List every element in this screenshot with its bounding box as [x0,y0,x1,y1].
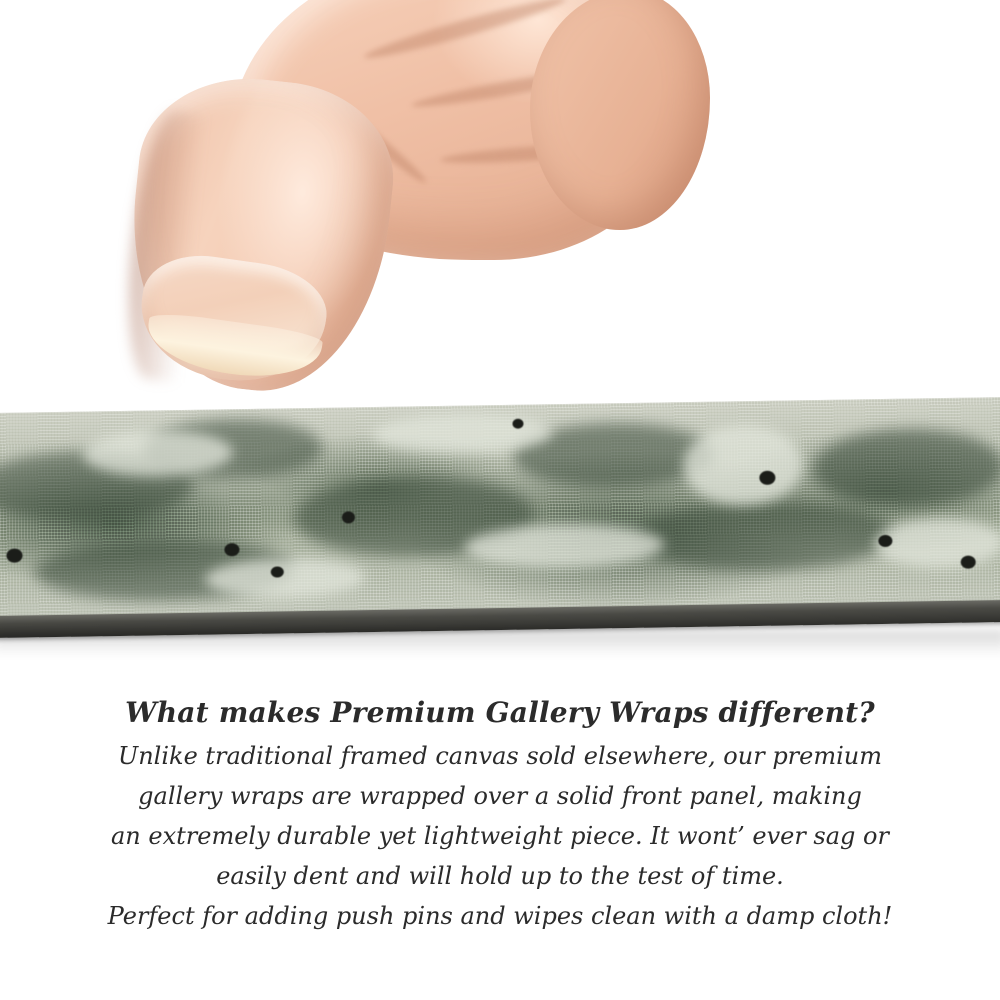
caption-line: easily dent and will hold up to the test of time. [216,862,784,890]
canvas-drop-shadow [0,630,1000,656]
hand-photo [110,0,670,420]
caption-line: an extremely durable yet lightweight piece. It wont’ ever sag or [111,822,889,850]
caption-line: Perfect for adding push pins and wipes clean with a damp cloth! [107,902,893,930]
thumb [530,0,710,230]
caption-line: gallery wraps are wrapped over a solid front panel, making [138,782,862,810]
gallery-wrap-canvas [0,397,1000,643]
caption-block [0,690,1000,936]
highlight-splotch [874,517,1000,569]
caption-body [0,736,1000,936]
caption-line: Unlike traditional framed canvas sold elsewhere, our premium [117,742,882,770]
caption-title: What makes Premium Gallery Wraps different? [125,696,875,729]
canvas-print-surface [0,397,1000,618]
